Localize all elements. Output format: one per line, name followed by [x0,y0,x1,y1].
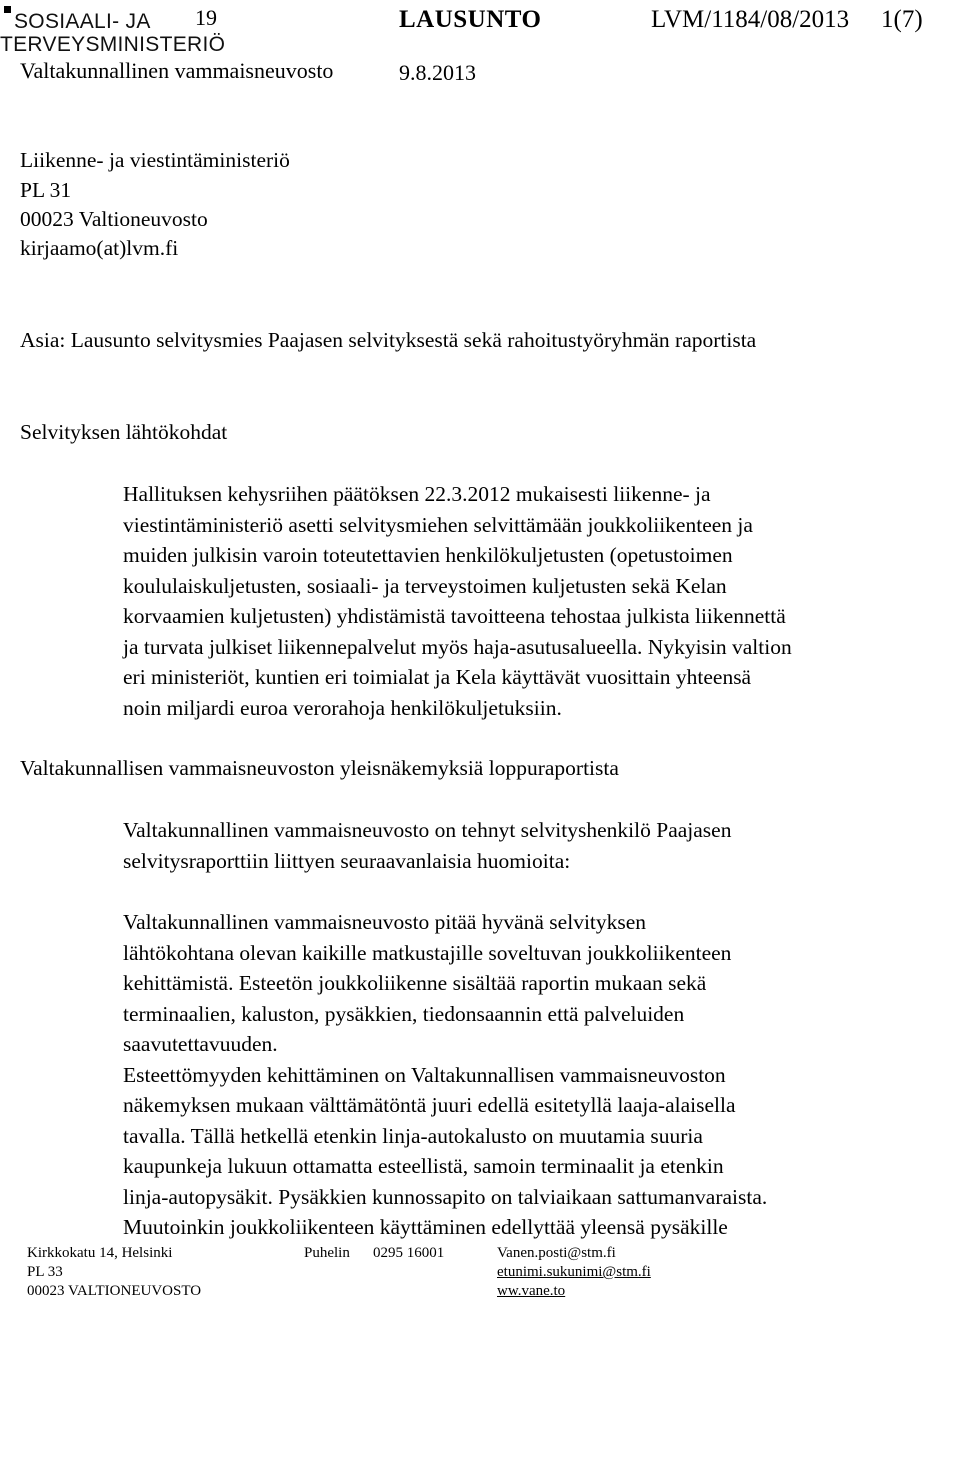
section-heading-general-views: Valtakunnallisen vammaisneuvoston yleisnäkemyksiä loppuraportista [20,756,619,780]
body-line: linja-autopysäkit. Pysäkkien kunnossapito on talviaikaan sattumanvaraista. [123,1184,768,1209]
body-line: saavutettavuuden. [123,1032,278,1056]
document-reference: LVM/1184/08/2013 [651,6,850,33]
page-number: 1(7) [881,6,923,33]
subject-line: Asia: Lausunto selvitysmies Paajasen selvityksestä sekä rahoitustyöryhmän raportista [20,328,757,352]
body-line: ja turvata julkiset liikennepalvelut myös haja-asutusalueella. Nykyisin valtion [123,634,792,659]
body-line: näkemyksen mukaan välttämätöntä juuri edellä esitetyllä laaja-alaisella [123,1093,736,1117]
document-number: 19 [195,5,217,30]
footer-website-link[interactable]: ww.vane.to [497,1283,566,1299]
footer-email-office[interactable]: Vanen.posti@stm.fi [497,1245,616,1261]
general-views-intro [123,815,731,876]
body-line: muiden julkisin varoin toteutettavien henkilökuljetusten (opetustoimen [123,543,733,567]
document-type: LAUSUNTO [399,6,542,33]
body-line: kehittämistä. Esteetön joukkoliikenne sisältää raportin mukaan sekä [123,971,707,995]
footer-postal: 00023 VALTIONEUVOSTO [27,1283,202,1299]
footer-phone: 0295 16001 [373,1245,445,1261]
body-line: korvaamien kuljetusten) yhdistämistä tavoitteena tehostaa julkista liikennettä [123,604,786,628]
footer-email-personal-link[interactable]: etunimi.sukunimi@stm.fi [497,1264,651,1280]
body-line: viestintäministeriö asetti selvitysmiehen selvittämään joukkoliikenteen ja [123,512,753,537]
body-line: eri ministeriöt, kuntien eri toimialat ja Kela käyttävät vuosittain yhteensä [123,665,752,689]
general-views-body [123,907,767,1243]
recipient-email: kirjaamo(at)lvm.fi [20,236,179,260]
recipient-box: PL 31 [20,178,72,202]
body-line: Valtakunnallinen vammaisneuvosto on tehnyt selvityshenkilö Paajasen [123,818,732,842]
logo-mark [4,6,11,13]
logo-text-line1: SOSIAALI- JA [14,10,151,33]
recipient-postal: 00023 Valtioneuvosto [20,207,208,231]
document-date: 9.8.2013 [399,60,476,85]
organization-name: Valtakunnallinen vammaisneuvosto [20,58,334,83]
body-line: Muutoinkin joukkoliikenteen käyttäminen edellyttää yleensä pysäkille [123,1215,728,1239]
body-line: selvitysraporttiin liittyen seuraavanlaisia huomioita: [123,848,571,873]
body-line: Valtakunnallinen vammaisneuvosto pitää hyvänä selvityksen [123,910,647,934]
section-starting-points-body [123,479,792,723]
body-line: noin miljardi euroa verorahoja henkilökuljetuksiin. [123,695,562,720]
body-line: kaupunkeja lukuun ottamatta esteellistä, samoin terminaalit ja etenkin [123,1154,724,1178]
section-heading-starting-points: Selvityksen lähtökohdat [20,420,228,444]
body-line: Esteettömyyden kehittäminen on Valtakunnallisen vammaisneuvoston [123,1062,726,1087]
footer-box: PL 33 [27,1264,63,1280]
logo-text-line2: TERVEYSMINISTERIÖ [0,33,226,56]
body-line: lähtökohtana olevan kaikille matkustajille soveltuvan joukkoliikenteen [123,940,732,965]
body-line: Hallituksen kehysriihen päätöksen 22.3.2012 mukaisesti liikenne- ja [123,482,711,506]
body-line: tavalla. Tällä hetkellä etenkin linja-autokalusto on muutamia suuria [123,1123,703,1148]
body-line: terminaalien, kaluston, pysäkkien, tiedonsaannin että palveluiden [123,1001,685,1026]
body-line: koululaiskuljetusten, sosiaali- ja terveystoimen kuljetusten sekä Kelan [123,573,727,598]
footer-street: Kirkkokatu 14, Helsinki [27,1245,173,1261]
recipient-name: Liikenne- ja viestintäministeriö [20,148,290,172]
footer-phone-label: Puhelin [304,1245,350,1261]
